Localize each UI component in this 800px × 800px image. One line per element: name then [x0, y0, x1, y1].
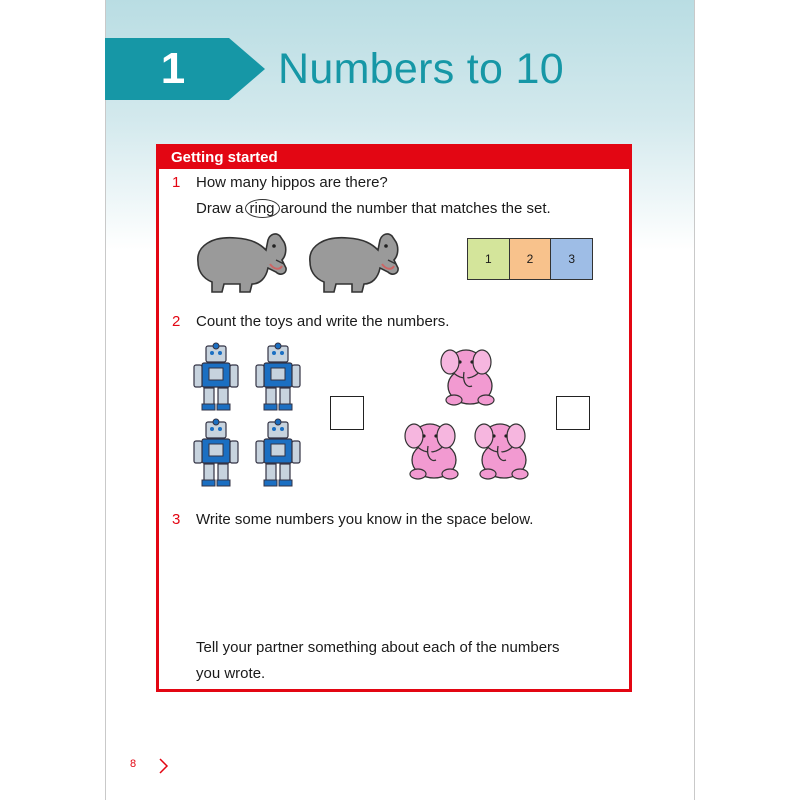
hippo-image-1 — [190, 224, 290, 296]
page-number: 8 — [130, 758, 137, 770]
question-2-number: 2 — [172, 313, 181, 330]
section-header: Getting started — [159, 147, 629, 169]
elephant-count-answer-box[interactable] — [556, 396, 590, 430]
question-3-text: Write some numbers you know in the space below. — [196, 511, 534, 528]
ring-word: ring — [245, 199, 280, 218]
next-page-chevron-icon[interactable] — [158, 757, 170, 775]
number-choices — [467, 238, 593, 280]
question-3-prompt-line1: Tell your partner something about each of the numbers — [196, 639, 560, 656]
robot-count-answer-box[interactable] — [330, 396, 364, 430]
chapter-number: 1 — [160, 44, 186, 93]
hippo-image-2 — [302, 224, 402, 296]
question-1-instruction — [196, 199, 551, 219]
instruction-after: around the number that matches the set. — [280, 200, 551, 217]
question-2-text: Count the toys and write the numbers. — [196, 313, 450, 330]
question-1-number: 1 — [172, 174, 181, 191]
robot-toys-image — [192, 338, 308, 490]
choice-2[interactable]: 2 — [510, 239, 552, 279]
question-1-text: How many hippos are there? — [196, 174, 388, 191]
question-3-number: 3 — [172, 511, 181, 528]
question-3-prompt-line2: you wrote. — [196, 665, 266, 682]
choice-1[interactable]: 1 — [468, 239, 510, 279]
chapter-title: Numbers to 10 — [278, 45, 564, 93]
instruction-before: Draw a — [196, 200, 244, 217]
choice-3[interactable]: 3 — [551, 239, 592, 279]
elephant-toys-image — [400, 342, 540, 484]
